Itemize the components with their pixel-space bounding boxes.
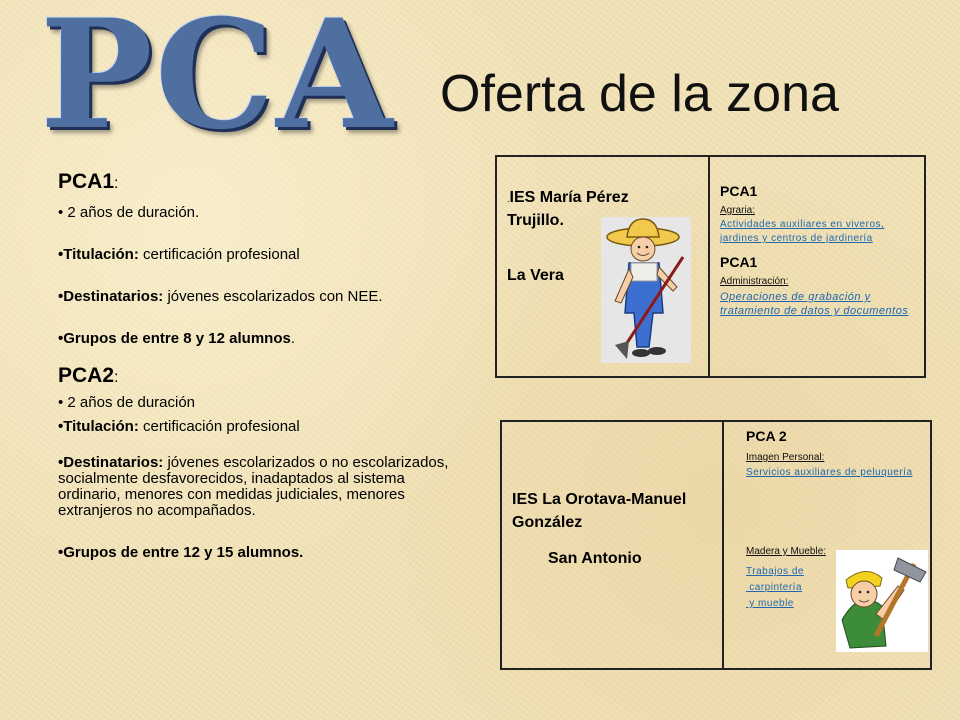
pca2-title: PCA2: [58, 364, 115, 387]
pca2-duration: [58, 394, 478, 411]
school-offer-table-2: [500, 420, 932, 670]
carpenter-hammer-clipart-icon: [836, 550, 928, 652]
pca2-item-text: jóvenes escolarizados o no escolarizados, socialmente desfavorecidos, inadaptados al sistema ordinario, menores con medidas judiciales, menores extranjeros no acompañados.: [58, 454, 449, 519]
offers-cell: [722, 422, 930, 668]
pca1-item-text: .: [290, 330, 295, 347]
school-town: La Vera: [507, 267, 564, 284]
school-cell: [497, 157, 708, 376]
carpentry-link-line[interactable]: y mueble: [746, 598, 794, 609]
pca1-item-text: jóvenes escolarizados con NEE.: [163, 288, 383, 305]
pca1-item-bold: •Destinatarios:: [58, 288, 164, 305]
pca2-item-text: certificación profesional: [138, 418, 300, 435]
pca1-item-text: certificación profesional: [138, 246, 300, 263]
offer-link-gardening[interactable]: Actividades auxiliares en viveros, jardines y centros de jardinería: [720, 219, 885, 244]
pca1-colon: :: [114, 175, 119, 192]
pca1-title: PCA1: [58, 170, 115, 193]
school-offer-table-1: [495, 155, 926, 378]
offer-area-label: [746, 546, 826, 557]
pca1-item-bold: •Titulación:: [58, 246, 139, 263]
offer-area-label: Imagen Personal:: [746, 452, 825, 463]
pca-logo: PCA: [40, 0, 395, 163]
carpentry-link-line[interactable]: carpintería: [746, 582, 803, 593]
pca2-item-bold: •Titulación:: [58, 418, 139, 435]
pca2-colon: :: [114, 369, 119, 386]
school-name-text: IES María Pérez Trujillo.: [507, 189, 629, 229]
pca1-heading: [58, 168, 478, 198]
school-prefix: .: [507, 194, 510, 204]
pca1-qualification: [58, 246, 478, 263]
pca2-item-bold: •Grupos de entre 12 y 15 alumnos.: [58, 544, 304, 561]
school-name: IES La Orotava-Manuel González: [512, 491, 687, 531]
pca1-item-bold: •Grupos de entre 8 y 12 alumnos: [58, 330, 291, 347]
pca2-audience: [58, 455, 458, 519]
area-label-text: Madera y Mueble: [746, 546, 824, 557]
area-label-colon: :: [823, 546, 827, 557]
pca2-item-bold: •Destinatarios:: [58, 454, 164, 471]
offers-cell: [708, 157, 924, 376]
offer-area-label: Agraria:: [720, 205, 756, 216]
offer-area-label: Administración:: [720, 276, 789, 287]
school-town: San Antonio: [548, 550, 642, 567]
pca2-heading: [58, 362, 478, 392]
pca1-duration: [58, 204, 478, 221]
offer-link-data-processing[interactable]: Operaciones de grabación y tratamiento de datos y documentos: [720, 291, 909, 317]
pca-description-column: [58, 168, 478, 561]
school-cell: [502, 422, 722, 668]
offer-pca-label: PCA1: [720, 254, 758, 270]
pca1-item-text: • 2 años de duración.: [58, 204, 200, 221]
carpentry-link-line[interactable]: Trabajos de: [746, 566, 804, 577]
page-title: Oferta de la zona: [440, 65, 839, 123]
offer-pca-label: PCA 2: [746, 428, 787, 444]
gardener-clipart-icon: [601, 217, 691, 363]
pca2-group-size: [58, 544, 478, 561]
pca1-group-size: [58, 330, 478, 347]
offer-pca-label: PCA1: [720, 183, 758, 199]
pca2-item-text: • 2 años de duración: [58, 394, 196, 411]
pca1-audience: [58, 288, 478, 305]
pca2-qualification: [58, 418, 478, 435]
offer-link-hairdressing[interactable]: Servicios auxiliares de peluquería: [746, 467, 913, 478]
